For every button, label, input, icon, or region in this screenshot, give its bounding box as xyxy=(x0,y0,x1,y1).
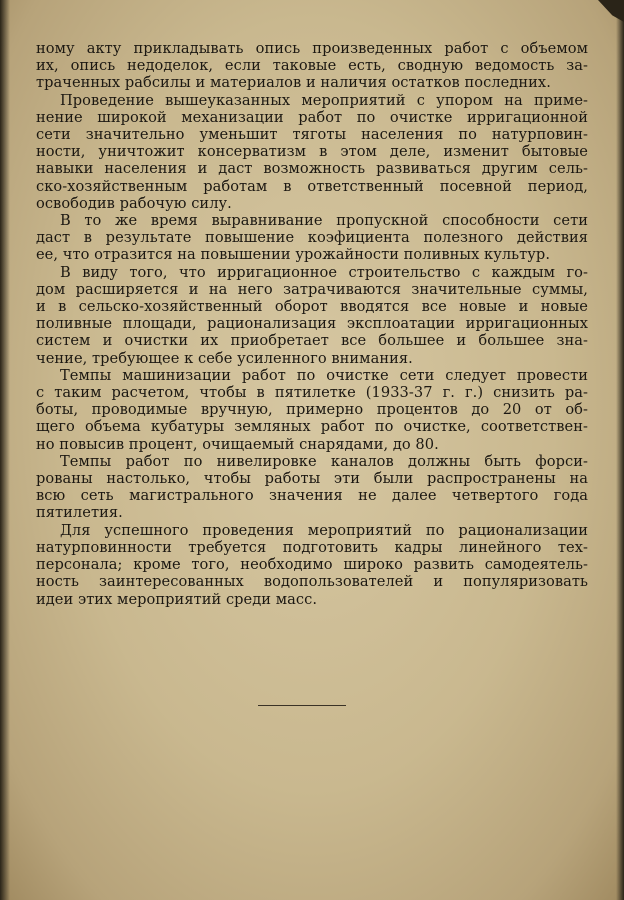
text-line: траченных рабсилы и материалов и наличия остатков последних. xyxy=(36,74,551,92)
paragraph xyxy=(36,522,588,608)
page-corner-tear xyxy=(598,0,624,22)
text-line: Темпы работ по нивелировке каналов должны быть форси- xyxy=(60,452,588,470)
text-line: нение широкой механизации работ по очистке ирригационной xyxy=(36,108,588,126)
text-line: персонала; кроме того, необходимо широко развить самодеятель- xyxy=(36,556,588,574)
paragraph xyxy=(36,92,588,212)
text-line: щего объема кубатуры земляных работ по очистке, соответствен- xyxy=(36,418,588,436)
text-line: навыки населения и даст возможность развиваться другим сель- xyxy=(36,160,588,178)
text-line: ско-хозяйственным работам в ответственный посевной период, xyxy=(36,177,588,195)
page-left-edge-shadow xyxy=(0,0,10,900)
text-line: ному акту прикладывать опись произведенных работ с объемом xyxy=(36,40,588,57)
text-line: натурповинности требуется подготовить кадры линейного тех- xyxy=(36,538,588,556)
text-line: систем и очистки их приобретает все большее и большее зна- xyxy=(36,332,588,350)
text-line: и в сельско-хозяйственный оборот вводятся все новые и новые xyxy=(36,298,588,316)
body-text xyxy=(36,40,588,608)
text-line: В то же время выравнивание пропускной способности сети xyxy=(60,212,588,230)
text-line: всю сеть магистрального значения не далее четвертого года xyxy=(36,487,588,505)
text-line: освободив рабочую силу. xyxy=(36,194,232,212)
text-line: даст в результате повышение коэфициента полезного действия xyxy=(36,229,588,247)
text-line: ее, что отразится на повышении урожайности поливных культур. xyxy=(36,246,551,264)
paragraph xyxy=(36,40,588,92)
text-line: их, опись недоделок, если таковые есть, сводную ведомость за- xyxy=(36,57,588,75)
text-line: рованы настолько, чтобы работы эти были распространены на xyxy=(36,470,588,488)
text-line: В виду того, что ирригационное строительство с каждым го- xyxy=(60,263,588,281)
text-line: ности, уничтожит консерватизм в этом деле, изменит бытовые xyxy=(36,143,588,161)
paragraph xyxy=(36,212,588,264)
text-line: боты, проводимые вручную, примерно процентов до 20 от об- xyxy=(36,401,588,419)
paragraph xyxy=(36,367,588,453)
text-line: поливные площади, рационализация эксплоатации ирригационных xyxy=(36,315,588,333)
text-line: дом расширяется и на него затрачиваются значительные суммы, xyxy=(36,280,588,298)
section-divider xyxy=(258,705,346,706)
paragraph xyxy=(36,264,588,367)
text-line: идеи этих мероприятий среди масс. xyxy=(36,590,318,608)
text-line: Темпы машинизации работ по очистке сети следует провести xyxy=(60,366,588,384)
text-line: ность заинтересованных водопользователей и популяризовать xyxy=(36,573,588,591)
text-line: пятилетия. xyxy=(36,504,123,522)
paragraph xyxy=(36,453,588,522)
text-line: но повысив процент, очищаемый снарядами, до 80. xyxy=(36,435,439,453)
page-right-edge-shadow xyxy=(616,0,624,900)
text-line: Проведение вышеуказанных мероприятий с упором на приме- xyxy=(60,91,588,109)
text-line: с таким расчетом, чтобы в пятилетке (1933-37 г. г.) снизить ра- xyxy=(36,384,588,402)
text-line: Для успешного проведения мероприятий по рационализации xyxy=(60,521,588,539)
text-line: сети значительно уменьшит тяготы населения по натурповин- xyxy=(36,126,588,144)
text-line: чение, требующее к себе усиленного внимания. xyxy=(36,349,413,367)
